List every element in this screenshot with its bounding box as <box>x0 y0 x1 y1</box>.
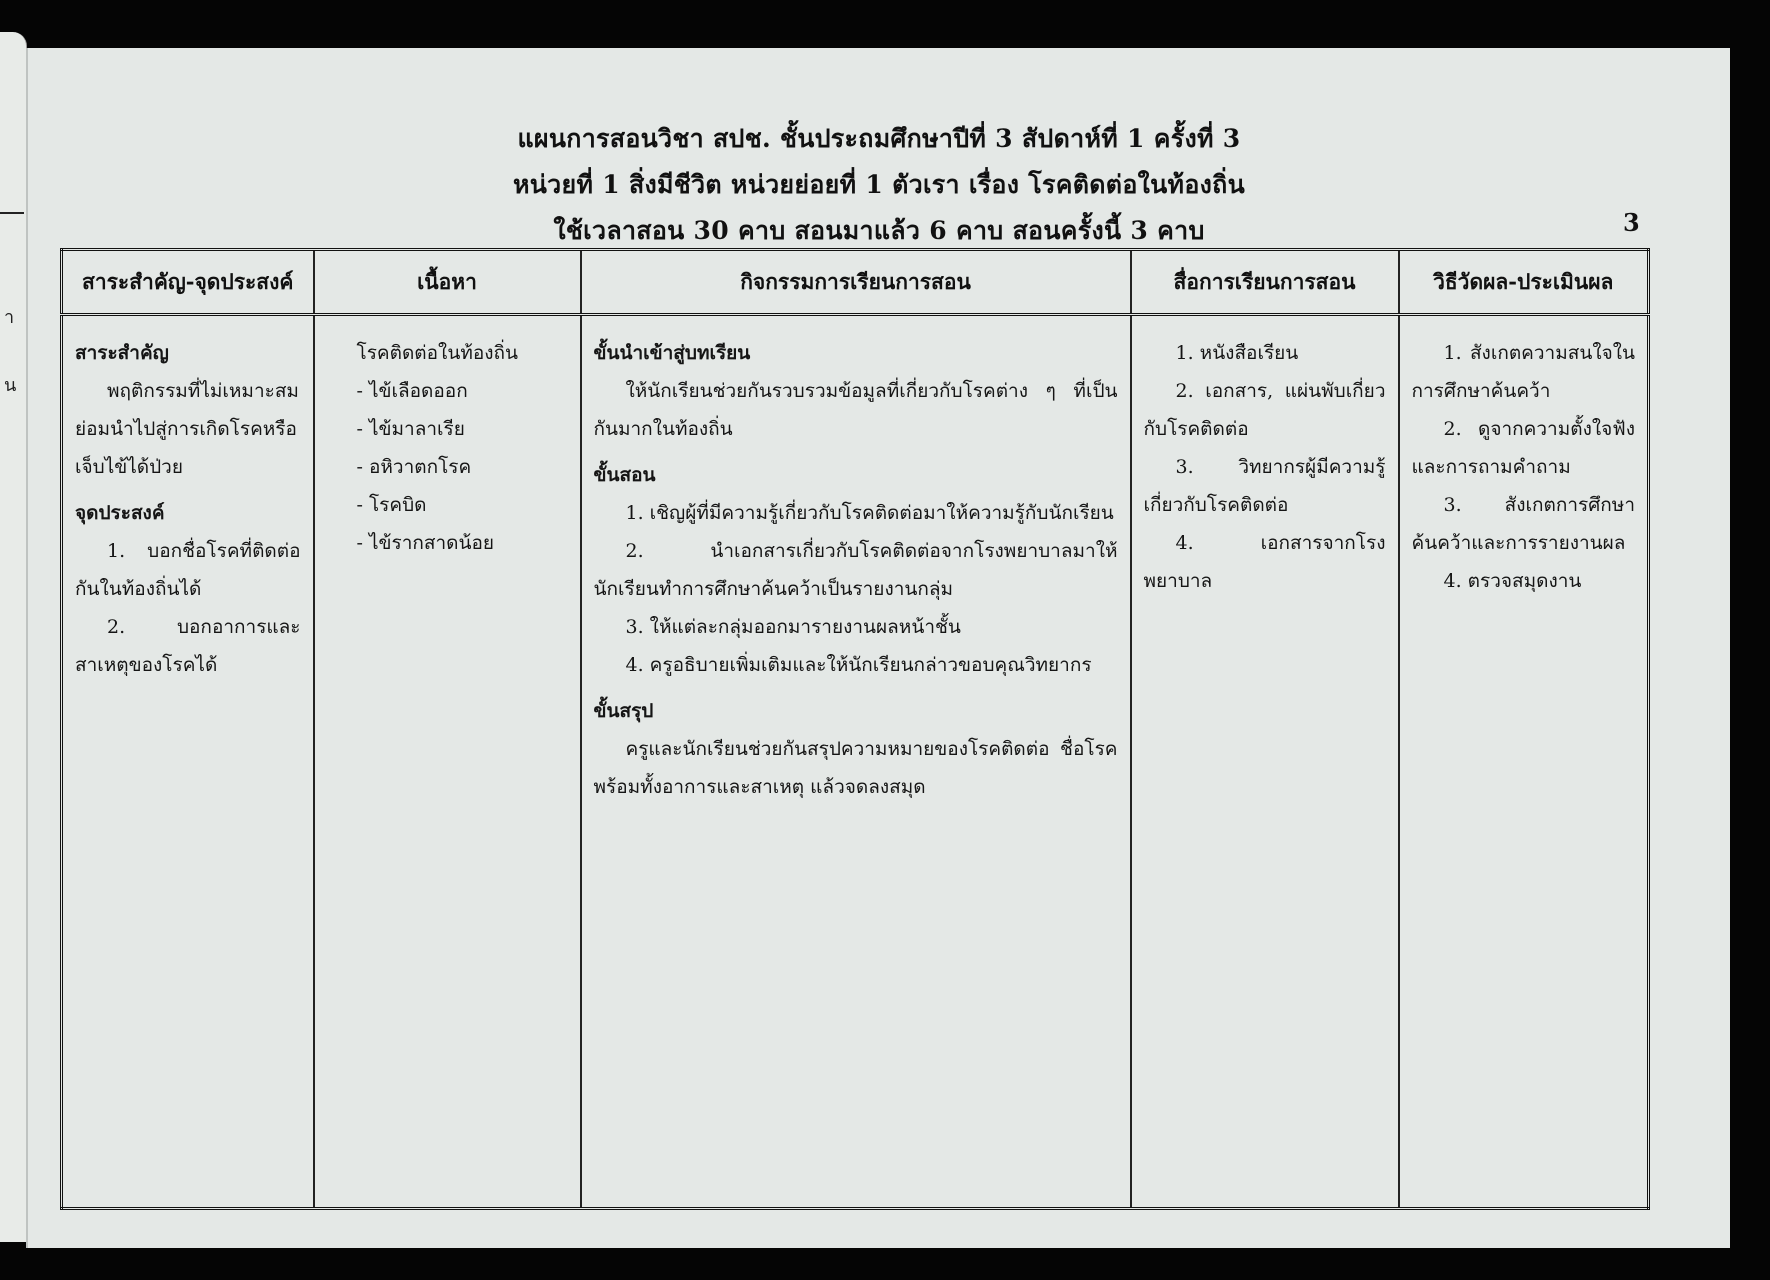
evaluation-item: 4. ตรวจสมุดงาน <box>1443 570 1582 592</box>
table-row <box>62 315 1649 1209</box>
essence-text: พฤติกรรมที่ไม่เหมาะสมย่อมนำไปสู่การเกิดโรคหรือเจ็บไข้ได้ป่วย <box>75 380 299 478</box>
objective-item: 1. บอกชื่อโรคที่ติดต่อกันในท้องถิ่นได้ <box>75 540 301 600</box>
left-page-char: า <box>4 307 15 328</box>
left-page-edge <box>0 32 27 1242</box>
content-item: - ไข้มาลาเรีย <box>356 418 465 440</box>
content-item: - อหิวาตกโรค <box>356 456 472 478</box>
column-header-activities: กิจกรรมการเรียนการสอน <box>581 250 1131 315</box>
objectives-cell <box>62 315 314 1209</box>
teach-step: 3. ให้แต่ละกลุ่มออกมารายงานผลหน้าชั้น <box>625 616 961 638</box>
evaluation-item: 3. สังเกตการศึกษาค้นคว้าและการรายงานผล <box>1411 494 1635 554</box>
intro-heading: ขั้นนำเข้าสู่บทเรียน <box>593 342 751 364</box>
teach-heading: ขั้นสอน <box>593 464 656 486</box>
column-header-content: เนื้อหา <box>314 250 581 315</box>
page-header <box>28 116 1730 254</box>
left-page-char: น <box>4 375 17 396</box>
header-line-2: หน่วยที่ 1 สิ่งมีชีวิต หน่วยย่อยที่ 1 ตัวเรา เรื่อง โรคติดต่อในท้องถิ่น <box>513 170 1245 199</box>
teach-step: 2. นำเอกสารเกี่ยวกับโรคติดต่อจากโรงพยาบาลมาให้นักเรียนทำการศึกษาค้นคว้าเป็นรายงานกลุ่ม <box>593 540 1118 600</box>
lesson-plan-table <box>60 248 1650 1210</box>
objectives-heading: จุดประสงค์ <box>75 502 165 524</box>
media-cell <box>1131 315 1399 1209</box>
header-line-3: ใช้เวลาสอน 30 คาบ สอนมาแล้ว 6 คาบ สอนครั้งนี้ 3 คาบ <box>553 216 1205 245</box>
essence-heading: สาระสำคัญ <box>75 342 169 364</box>
summary-heading: ขั้นสรุป <box>593 700 654 722</box>
media-item: 1. หนังสือเรียน <box>1175 342 1299 364</box>
content-cell <box>314 315 581 1209</box>
media-item: 3. วิทยากรผู้มีความรู้เกี่ยวกับโรคติดต่อ <box>1143 456 1386 516</box>
evaluation-item: 2. ดูจากความตั้งใจฟังและการถามคำถาม <box>1411 418 1635 478</box>
media-item: 2. เอกสาร, แผ่นพับเกี่ยวกับโรคติดต่อ <box>1143 380 1386 440</box>
objective-item: 2. บอกอาการและสาเหตุของโรคได้ <box>75 616 301 676</box>
teach-step: 4. ครูอธิบายเพิ่มเติมและให้นักเรียนกล่าวขอบคุณวิทยากร <box>625 654 1092 676</box>
content-item: - ไข้เลือดออก <box>356 380 468 402</box>
intro-text: ให้นักเรียนช่วยกันรวบรวมข้อมูลที่เกี่ยวกับโรคต่าง ๆ ที่เป็นกันมากในท้องถิ่น <box>593 380 1118 440</box>
media-item: 4. เอกสารจากโรงพยาบาล <box>1143 532 1386 592</box>
evaluation-item: 1. สังเกตความสนใจในการศึกษาค้นคว้า <box>1411 342 1635 402</box>
header-line-1: แผนการสอนวิชา สปช. ชั้นประถมศึกษาปีที่ 3 สัปดาห์ที่ 1 ครั้งที่ 3 <box>517 124 1241 153</box>
content-item: - โรคบิด <box>356 494 427 516</box>
table-header-row <box>62 250 1649 315</box>
evaluation-cell <box>1399 315 1649 1209</box>
summary-text: ครูและนักเรียนช่วยกันสรุปความหมายของโรคติดต่อ ชื่อโรคพร้อมทั้งอาการและสาเหตุ แล้วจดลงสมุด <box>593 738 1118 798</box>
teach-step: 1. เชิญผู้ที่มีความรู้เกี่ยวกับโรคติดต่อมาให้ความรู้กับนักเรียน <box>625 502 1114 524</box>
column-header-evaluation: วิธีวัดผล-ประเมินผล <box>1399 250 1649 315</box>
left-page-rule <box>0 212 24 214</box>
page-number: 3 <box>1623 208 1640 237</box>
content-item: - ไข้รากสาดน้อย <box>356 532 495 554</box>
activities-cell <box>581 315 1131 1209</box>
content-title: โรคติดต่อในท้องถิ่น <box>356 342 519 364</box>
column-header-objectives: สาระสำคัญ-จุดประสงค์ <box>62 250 314 315</box>
column-header-media: สื่อการเรียนการสอน <box>1131 250 1399 315</box>
document-page <box>26 48 1730 1248</box>
